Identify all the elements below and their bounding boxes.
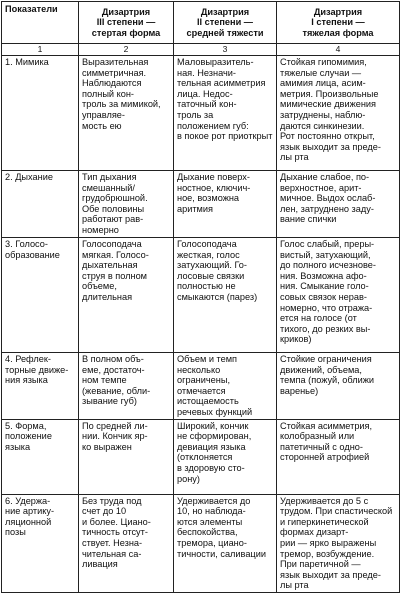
dysarthria-comparison-table [1,1,400,593]
header-degree-1: Дизартрия I степени — тяжелая форма [277,2,400,44]
table-row-mimics [2,56,400,171]
row-label: 2. Дыхание [2,171,79,238]
row-label: 3. Голосо- образование [2,238,79,353]
column-numbers-row [2,44,400,56]
row-label: 1. Мимика [2,56,79,171]
table-cell: Голосоподача мягкая. Голосо- дыхательная струя в полном объеме, длительная [79,238,174,353]
table-cell: Стойкая асимметрия, колобразный или патетичный с одно- сторонней атрофией [277,419,400,494]
table-cell: Выразительная симметричная. Наблюдаются полный кон- троль за мимикой, управляе- мость ею [79,56,174,171]
table-cell: Стойкие ограничения движений, объема, темпа (пожуй, оближи варенье) [277,353,400,420]
table-cell: Объем и темп несколько ограничены, отмечается истощаемость речевых функций [174,353,277,420]
column-number: 2 [79,44,174,56]
table-cell: Голос слабый, преры- вистый, затухающий, до полного исчезнове- ния. Возможна афо- ния. Смыкание голо- совых связок нерав- номерно, что отража- ется на голосе (от тихого, до резких вы- криков) [277,238,400,353]
column-number: 1 [2,44,79,56]
row-label: 4. Рефлек- торные движе- ния языка [2,353,79,420]
row-label: 5. Форма, положение языка [2,419,79,494]
header-indicators: Показатели [2,2,79,44]
table-cell: Широкий, кончик не сформирован, девиация языка (отклоняется в здоровую сто- рону) [174,419,277,494]
header-row [2,2,400,44]
table-cell: Маловыразитель- ная. Незначи- тельная асимметрия лица. Недос- таточный кон- троль за положением губ: в покое рот приоткрыт [174,56,277,171]
header-degree-3: Дизартрия III степени — стертая форма [79,2,174,44]
table-cell: Без труда под счет до 10 и более. Циано- тичность отсут- ствует. Незна- чительная са- ливация [79,494,174,592]
table-cell: В полном объ- еме, достаточ- ном темпе (жевание, обли- зывание губ) [79,353,174,420]
table-cell: Удерживается до 10, но наблюда- ются элементы беспокойства, тремора, циано- тичности, саливации [174,494,277,592]
table-cell: Тип дыхания смешанный/ грудобрюшной. Обе половины работают рав- номерно [79,171,174,238]
column-number: 4 [277,44,400,56]
table-row-tongue-reflexes [2,353,400,420]
table-row-articulatory-pose [2,494,400,592]
row-label: 6. Удержа- ние артику- ляционной позы [2,494,79,592]
table-cell: Голосоподача жесткая, голос затухающий. Го- лосовые связки полностью не смыкаются (парез) [174,238,277,353]
table-cell: Дыхание слабое, по- верхностное, арит- мичное. Выдох ослаб- лен, затруднено заду- вание спички [277,171,400,238]
table-cell: Стойкая гипомимия, тяжелые случаи — амимия лица, асим- метрия. Произвольные мимические движения затруднены, наблю- даются синкинезии. Рот постоянно открыт, язык выходит за преде- лы рта [277,56,400,171]
table-cell: Дыхание поверх- ностное, ключич- ное, возможна аритмия [174,171,277,238]
header-degree-2: Дизартрия II степени — средней тяжести [174,2,277,44]
table-row-voice [2,238,400,353]
table-cell: Удерживается до 5 с трудом. При спастической и гиперкинетической формах дизарт- рии — ярко выражены тремор, возбуждение. При паретичной — язык выходит за преде- лы рта [277,494,400,592]
column-number: 3 [174,44,277,56]
table-row-breathing [2,171,400,238]
table-row-tongue-shape [2,419,400,494]
table-cell: По средней ли- нии. Кончик яр- ко выражен [79,419,174,494]
